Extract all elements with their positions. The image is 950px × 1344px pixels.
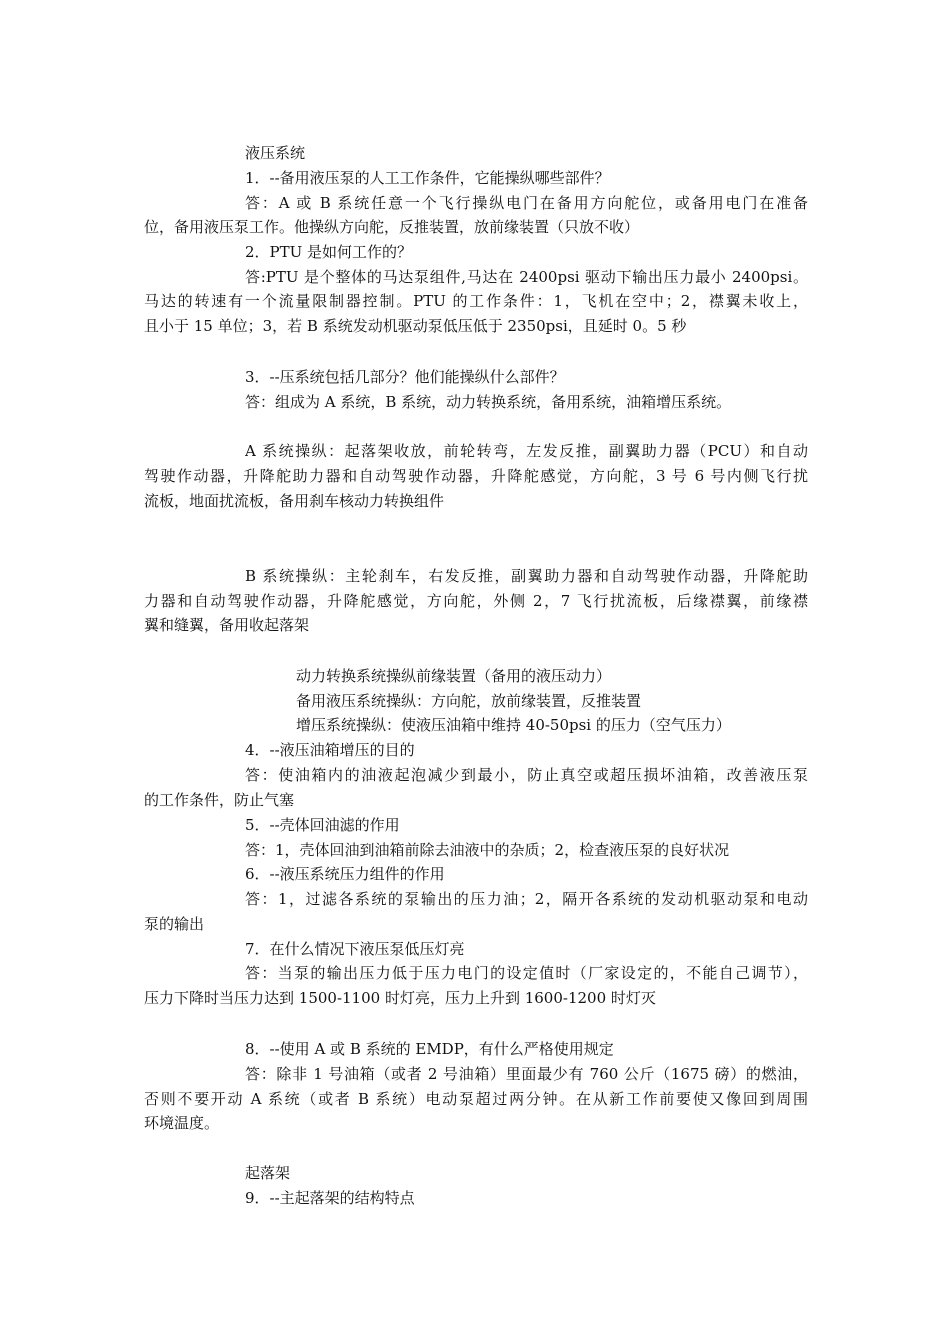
answer-3: 答：组成为 A 系统，B 系统，动力转换系统，备用系统，油箱增压系统。 <box>245 393 732 411</box>
answer-2-line-2: 马达的转速有一个流量限制器控制。PTU 的工作条件：1，飞机在空中；2，襟翼未收上， <box>144 292 808 310</box>
section-title-hydraulic: 液压系统 <box>245 144 306 162</box>
question-1: 1．--备用液压泵的人工工作条件，它能操纵哪些部件？ <box>245 169 610 187</box>
system-b-line-3: 翼和缝翼，备用收起落架 <box>144 616 310 634</box>
answer-1-line-1: 答：A 或 B 系统任意一个飞行操纵电门在备用方向舵位，或备用电门在准备 <box>245 194 808 212</box>
question-8: 8．--使用 A 或 B 系统的 EMDP，有什么严格使用规定 <box>245 1040 614 1058</box>
standby-system-control: 备用液压系统操纵：方向舵，放前缘装置，反推装置 <box>296 692 642 710</box>
question-4: 4．--液压油箱增压的目的 <box>245 741 415 759</box>
answer-1-line-2: 位，备用液压泵工作。他操纵方向舵，反推装置，放前缘装置（只放不收） <box>144 218 640 236</box>
system-a-line-3: 流板，地面扰流板，备用刹车核动力转换组件 <box>144 492 445 510</box>
answer-8-line-3: 环境温度。 <box>144 1114 220 1132</box>
answer-8-line-1: 答：除非 1 号油箱（或者 2 号油箱）里面最少有 760 公斤（1675 磅）的燃油， <box>245 1065 808 1083</box>
section-title-landing-gear: 起落架 <box>245 1164 291 1182</box>
answer-4-line-2: 的工作条件，防止气塞 <box>144 791 295 809</box>
question-5: 5．--壳体回油滤的作用 <box>245 816 400 834</box>
answer-5: 答：1，壳体回油到油箱前除去油液中的杂质；2，检查液压泵的良好状况 <box>245 841 730 859</box>
answer-4-line-1: 答：使油箱内的油液起泡减少到最小，防止真空或超压损坏油箱，改善液压泵 <box>245 766 808 784</box>
answer-6-line-1: 答：1，过滤各系统的泵输出的压力油；2，隔开各系统的发动机驱动泵和电动 <box>245 890 808 908</box>
question-3: 3．--压系统包括几部分？他们能操纵什么部件？ <box>245 368 565 386</box>
system-a-line-1: A 系统操纵：起落架收放，前轮转弯，左发反推，副翼助力器（PCU）和自动 <box>245 442 808 460</box>
system-b-line-2: 力器和自动驾驶作动器，升降舵感觉，方向舵，外侧 2，7 飞行扰流板，后缘襟翼，前缘襟 <box>144 592 808 610</box>
system-b-line-1: B 系统操纵：主轮刹车，右发反推，副翼助力器和自动驾驶作动器，升降舵助 <box>245 567 808 585</box>
pressurization-system-control: 增压系统操纵：使液压油箱中维持 40-50psi 的压力（空气压力） <box>296 716 731 734</box>
answer-7-line-1: 答：当泵的输出压力低于压力电门的设定值时（厂家设定的，不能自己调节）， <box>245 964 808 982</box>
answer-2-line-1: 答:PTU 是个整体的马达泵组件,马达在 2400psi 驱动下输出压力最小 2400psi。 <box>245 268 808 286</box>
question-9: 9．--主起落架的结构特点 <box>245 1189 415 1207</box>
system-a-line-2: 驾驶作动器，升降舵助力器和自动驾驶作动器，升降舵感觉，方向舵，3 号 6 号内侧飞行扰 <box>144 467 808 485</box>
question-7: 7．在什么情况下液压泵低压灯亮 <box>245 940 465 958</box>
answer-6-line-2: 泵的输出 <box>144 915 205 933</box>
answer-7-line-2: 压力下降时当压力达到 1500-1100 时灯亮，压力上升到 1600-1200 时灯灭 <box>144 989 656 1007</box>
ptu-system-control: 动力转换系统操纵前缘装置（备用的液压动力） <box>296 667 612 685</box>
question-6: 6．--液压系统压力组件的作用 <box>245 865 445 883</box>
answer-2-line-3: 且小于 15 单位；3，若 B 系统发动机驱动泵低压低于 2350psi，且延时 0。5 秒 <box>144 317 687 335</box>
question-2: 2．PTU 是如何工作的？ <box>245 243 413 261</box>
answer-8-line-2: 否则不要开动 A 系统（或者 B 系统）电动泵超过两分钟。在从新工作前要使又像回到周围 <box>144 1090 808 1108</box>
